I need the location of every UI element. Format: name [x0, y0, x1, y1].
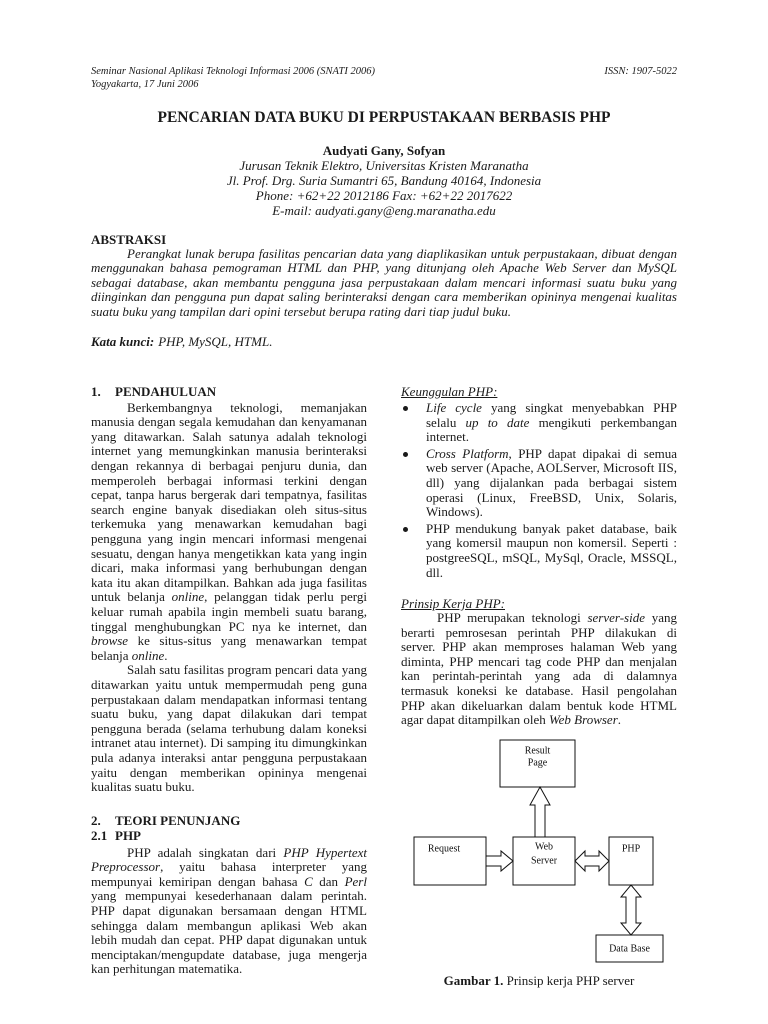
text-run: kata itu akan ditampilkan. Bahkan ada juga fasilitas	[91, 574, 367, 590]
text-run: perpustakaan dalam mendapatkan informasi tentang	[91, 691, 367, 707]
subsection-heading-php	[91, 829, 367, 844]
section-title: TEORI PENUNJANG	[115, 812, 241, 828]
text-line	[91, 532, 367, 547]
advantages-heading-text: Keunggulan PHP:	[401, 383, 498, 399]
section-number: 2.	[91, 812, 101, 828]
text-line	[426, 461, 677, 476]
text-run: web server (Apache, AOLServer, Microsoft IIS,	[426, 460, 677, 476]
text-line	[91, 780, 367, 795]
paragraph	[91, 846, 367, 977]
text-line	[426, 566, 677, 581]
text-line	[91, 620, 367, 635]
text-run: termasuk koneksi ke database. Hasil pengolahan	[401, 682, 677, 698]
bullet-icon	[403, 527, 408, 532]
text-run: sesuatu, dengan hanya mengetikkan kata yang ingin	[91, 545, 367, 561]
text-run: Windows).	[426, 504, 483, 520]
text-line	[91, 693, 367, 708]
text-run: menciptakan/mengupdate database, juga mengerja	[91, 946, 367, 962]
text-run: memperoleh berbagai informasi terkini dengan	[91, 472, 367, 488]
text-run: internet yang memungkinkan manusia berinteraksi	[91, 443, 367, 459]
list-item-text	[426, 522, 677, 580]
text-line	[91, 430, 367, 445]
text-run: lebih mudah dan cepat. PHP dapat digunakan untuk	[91, 932, 367, 948]
list-item	[401, 522, 677, 580]
text-line	[426, 491, 677, 506]
text-line	[91, 846, 367, 861]
text-line	[91, 561, 367, 576]
text-line	[91, 401, 367, 416]
figure-caption-text: Prinsip kerja PHP server	[506, 972, 635, 988]
text-line	[91, 517, 367, 532]
text-line	[91, 488, 367, 503]
text-line	[401, 669, 677, 684]
bullet-icon	[403, 406, 408, 411]
text-run: menggunakan bahasa pemograman HTML dan PHP, yang ditunjang oleh Apache Web Server dan MySQL	[91, 260, 677, 276]
text-run: Salah satu fasilitas program pencari data yang	[127, 662, 367, 678]
text-run: Berkembangnya teknologi, memanjakan	[127, 399, 367, 415]
paper-title: PENCARIAN DATA BUKU DI PERPUSTAKAAN BERBASIS PHP	[157, 109, 611, 126]
text-run: pengguna berada (selama terhubung dalam koneksi	[91, 720, 367, 736]
text-run: intranet atau internet). Di samping itu dimungkinkan	[91, 735, 367, 751]
text-line	[91, 948, 367, 963]
text-run: mempunyai kemiripan dengan bahasa	[91, 873, 305, 889]
text-line	[91, 678, 367, 693]
text-line	[91, 707, 367, 722]
text-run: , yaitu bahasa interpreter yang	[160, 859, 367, 875]
text-run: postgreeSQL, mSQL, MySql, Oracle, MSSQL,	[426, 549, 677, 565]
text-run: manusia dengan segala kemudahan dan kenyamanan	[91, 414, 367, 430]
section-heading-teori	[91, 814, 367, 829]
text-line	[426, 476, 677, 491]
text-run: kualitas suatu buku.	[91, 779, 195, 795]
arrow-php-database-icon	[621, 885, 641, 935]
text-run: dicari, maka informasi yang berhubungan dengan	[91, 560, 367, 576]
text-run: agar dapat ditampilkan oleh	[401, 712, 550, 728]
text-run: mengikuti perkembangan	[529, 414, 677, 430]
text-run: pengguna yang ingin mencari informasi mengenai	[91, 531, 367, 547]
bullet-icon	[403, 452, 408, 457]
text-run: yang ditawarkan. Salah satunya adalah teknologi	[91, 428, 367, 444]
italic-term: Perl	[344, 873, 367, 889]
list-item	[401, 447, 677, 520]
italic-term: PHP Hypertext	[283, 844, 367, 860]
text-line	[91, 305, 677, 320]
location-date: Yogyakarta, 17 Juni 2006	[91, 78, 199, 90]
figure-caption	[401, 974, 677, 989]
advantages-heading	[401, 385, 677, 400]
text-run: untuk belanja	[91, 589, 172, 605]
text-line	[91, 247, 677, 262]
text-run: diinginkan dan pengguna pun dapat saling berinteraksi dengan cara memberikan opininya mengenai kualitas	[91, 289, 677, 305]
section-body-pendahuluan	[91, 401, 367, 795]
database-label: Data Base	[609, 943, 650, 955]
section-heading-pendahuluan	[91, 385, 367, 400]
text-line	[426, 430, 677, 445]
text-line	[426, 447, 677, 462]
text-run: Perangkat lunak berupa fasilitas pencarian data yang diaplikasikan untuk perpustakaan, dibuat dengan	[127, 245, 677, 261]
text-line	[91, 766, 367, 781]
text-line	[91, 889, 367, 904]
text-run: sehingga dalam membangun aplikasi Web akan	[91, 917, 367, 933]
list-item-text	[426, 447, 677, 520]
text-run: ditawarkan yaitu untuk mempermudah peng guna	[91, 676, 367, 692]
text-line	[401, 626, 677, 641]
list-item-text	[426, 401, 677, 445]
php-server-diagram	[400, 730, 680, 970]
text-run: search engine banyak disediakan oleh situs-situs	[91, 501, 367, 517]
text-run: yang singkat menyebabkan PHP	[481, 400, 677, 415]
arrow-webserver-php-icon	[575, 851, 609, 871]
text-run: belanja	[91, 647, 132, 663]
affiliation-line: Jl. Prof. Drg. Suria Sumantri 65, Bandung 40164, Indonesia	[226, 172, 542, 188]
issn: ISSN: 1907-5022	[604, 65, 677, 77]
php-label: PHP	[621, 843, 641, 855]
italic-term: online	[131, 647, 165, 663]
text-run: operasi (Linux, FreeBSD, Unix, Solaris,	[426, 489, 677, 505]
italic-term: online	[171, 589, 205, 605]
text-run: dll) yang dijalankan pada berbagai sistem	[426, 474, 677, 490]
text-run: cepat, tanpa harus bergerak dari tempatnya, fasilitas	[91, 487, 367, 503]
text-run: kan perintah-perintah yang ada di dalamnya	[401, 668, 677, 684]
text-run: selalu	[426, 414, 466, 430]
keywords	[91, 335, 272, 350]
conference-name: Seminar Nasional Aplikasi Teknologi Informasi 2006 (SNATI 2006)	[91, 65, 375, 77]
text-line	[91, 663, 367, 678]
text-run: , pelanggan tidak perlu pergi	[204, 589, 367, 605]
text-run: suatu buku yang tampilan dari opini tersebut berupa rating dari tiap judul buku.	[91, 304, 511, 320]
italic-term: browse	[91, 633, 129, 649]
paragraph	[91, 663, 367, 794]
section-number: 1.	[91, 383, 101, 399]
text-run: PHP mendukung banyak paket database, baik	[426, 520, 677, 536]
affiliation	[0, 158, 768, 218]
principle-body	[401, 611, 677, 728]
text-line	[91, 919, 367, 934]
text-run: PHP dapat digunakan bersamaan dengan HTML	[91, 903, 367, 919]
affiliation-line: Jurusan Teknik Elektro, Universitas Kristen Maranatha	[239, 157, 529, 173]
text-line	[401, 655, 677, 670]
text-line	[401, 640, 677, 655]
text-line	[401, 684, 677, 699]
text-line	[426, 505, 677, 520]
text-run: yang komersil maupun non komersil. Seperti :	[426, 535, 677, 551]
text-line	[401, 611, 677, 626]
text-line	[91, 261, 677, 276]
text-run: PHP merupakan teknologi	[437, 610, 588, 625]
abstract-body	[91, 247, 677, 320]
text-run: sebagai database, akan membantu pengguna jasa perpustakaan dalam mencari informasi suatu buku yang	[91, 274, 677, 290]
text-line	[91, 736, 367, 751]
paper-header	[91, 65, 677, 91]
arrow-request-to-webserver-icon	[486, 851, 513, 871]
italic-term: Web Browser	[549, 712, 618, 728]
text-run: diminta, PHP mencari tag code PHP dan menjalan	[401, 653, 677, 669]
text-run: .	[617, 712, 621, 728]
principle-heading-text: Prinsip Kerja PHP:	[401, 595, 505, 611]
text-line	[426, 522, 677, 537]
text-line	[426, 401, 677, 416]
request-label: Request	[427, 843, 461, 855]
text-run: internet.	[426, 429, 469, 445]
text-line	[91, 590, 367, 605]
subsection-title: PHP	[115, 827, 141, 843]
text-run: tinggal menghubungkan PC nya ke internet, dan	[91, 618, 367, 634]
text-line	[401, 713, 677, 728]
text-line	[401, 699, 677, 714]
text-line	[91, 860, 367, 875]
result-page-label: Result	[524, 745, 551, 757]
text-line	[91, 576, 367, 591]
abstract-heading: ABSTRAKSI	[91, 231, 167, 247]
text-run: suatu buku, yang dapat dilakukan dari tempat	[91, 706, 367, 722]
italic-term: server-side	[587, 610, 645, 625]
section-title: PENDAHULUAN	[115, 383, 217, 399]
text-line	[91, 444, 367, 459]
text-run: dengan rekannya di berbagai penjuru dunia, dan	[91, 458, 367, 474]
text-run: .	[164, 647, 168, 663]
italic-term: Life cycle	[426, 400, 482, 415]
text-run: dll.	[426, 564, 443, 580]
text-line	[91, 875, 367, 890]
text-run: , PHP dapat dipakai di semua	[508, 445, 677, 461]
text-line	[426, 551, 677, 566]
text-run: pula adanya interaksi antar pengguna perpustakaan	[91, 749, 367, 765]
text-line	[91, 276, 677, 291]
list-item	[401, 401, 677, 445]
text-line	[91, 459, 367, 474]
text-line	[91, 933, 367, 948]
result-page-label: Page	[527, 757, 548, 769]
text-line	[91, 474, 367, 489]
text-run: yang	[644, 610, 677, 625]
arrow-webserver-to-result-icon	[530, 787, 550, 837]
text-line	[426, 416, 677, 431]
italic-term: C	[304, 873, 313, 889]
text-run: keluar rumah apabila ingin membeli suatu barang,	[91, 604, 367, 619]
affiliation-line: Phone: +62+22 2012186 Fax: +62+22 2017622	[255, 187, 513, 203]
text-run: dan	[312, 873, 345, 889]
section-body-php	[91, 846, 367, 977]
keywords-value: PHP, MySQL, HTML.	[158, 333, 273, 349]
paragraph	[91, 401, 367, 664]
text-line	[91, 722, 367, 737]
web-server-label: Web	[534, 841, 554, 853]
text-line	[91, 634, 367, 649]
web-server-label: Server	[530, 855, 558, 867]
author-names: Audyati Gany, Sofyan	[322, 142, 446, 158]
italic-term: Preprocessor	[91, 859, 161, 875]
italic-term: Cross Platform	[426, 445, 509, 461]
text-line	[91, 547, 367, 562]
keywords-label: Kata kunci:	[91, 333, 155, 349]
text-line	[91, 962, 367, 977]
text-run: berarti pemrosesan perintah PHP dilakukan di	[401, 624, 677, 640]
text-run: ke situs-situs yang menawarkan tempat	[128, 633, 367, 649]
text-run: yaitu dengan memberikan opininya mengenai	[91, 764, 367, 780]
paragraph	[401, 611, 677, 728]
text-line	[91, 605, 367, 620]
text-line	[91, 751, 367, 766]
figure-label: Gambar 1.	[443, 972, 504, 988]
text-run: server. PHP akan memproses halaman Web yang	[401, 639, 677, 655]
text-run: yang mempunyai kesederhanaan dalam perintah.	[91, 888, 367, 904]
subsection-number: 2.1	[91, 827, 108, 843]
text-line	[91, 649, 367, 664]
text-run: kan perhitungan matematika.	[91, 961, 243, 977]
text-line	[91, 904, 367, 919]
text-line	[426, 536, 677, 551]
text-line	[91, 415, 367, 430]
italic-term: up to date	[465, 414, 530, 430]
text-run: PHP adalah singkatan dari	[127, 844, 284, 860]
text-line	[91, 503, 367, 518]
text-line	[91, 290, 677, 305]
text-run: PHP akan dikeluarkan dalam bentuk kode HTML	[401, 697, 677, 713]
text-run: terkemuka yang menawarkan kemudahan bagi	[91, 516, 367, 532]
affiliation-line: E-mail: audyati.gany@eng.maranatha.edu	[272, 202, 496, 218]
advantages-list	[401, 401, 677, 582]
